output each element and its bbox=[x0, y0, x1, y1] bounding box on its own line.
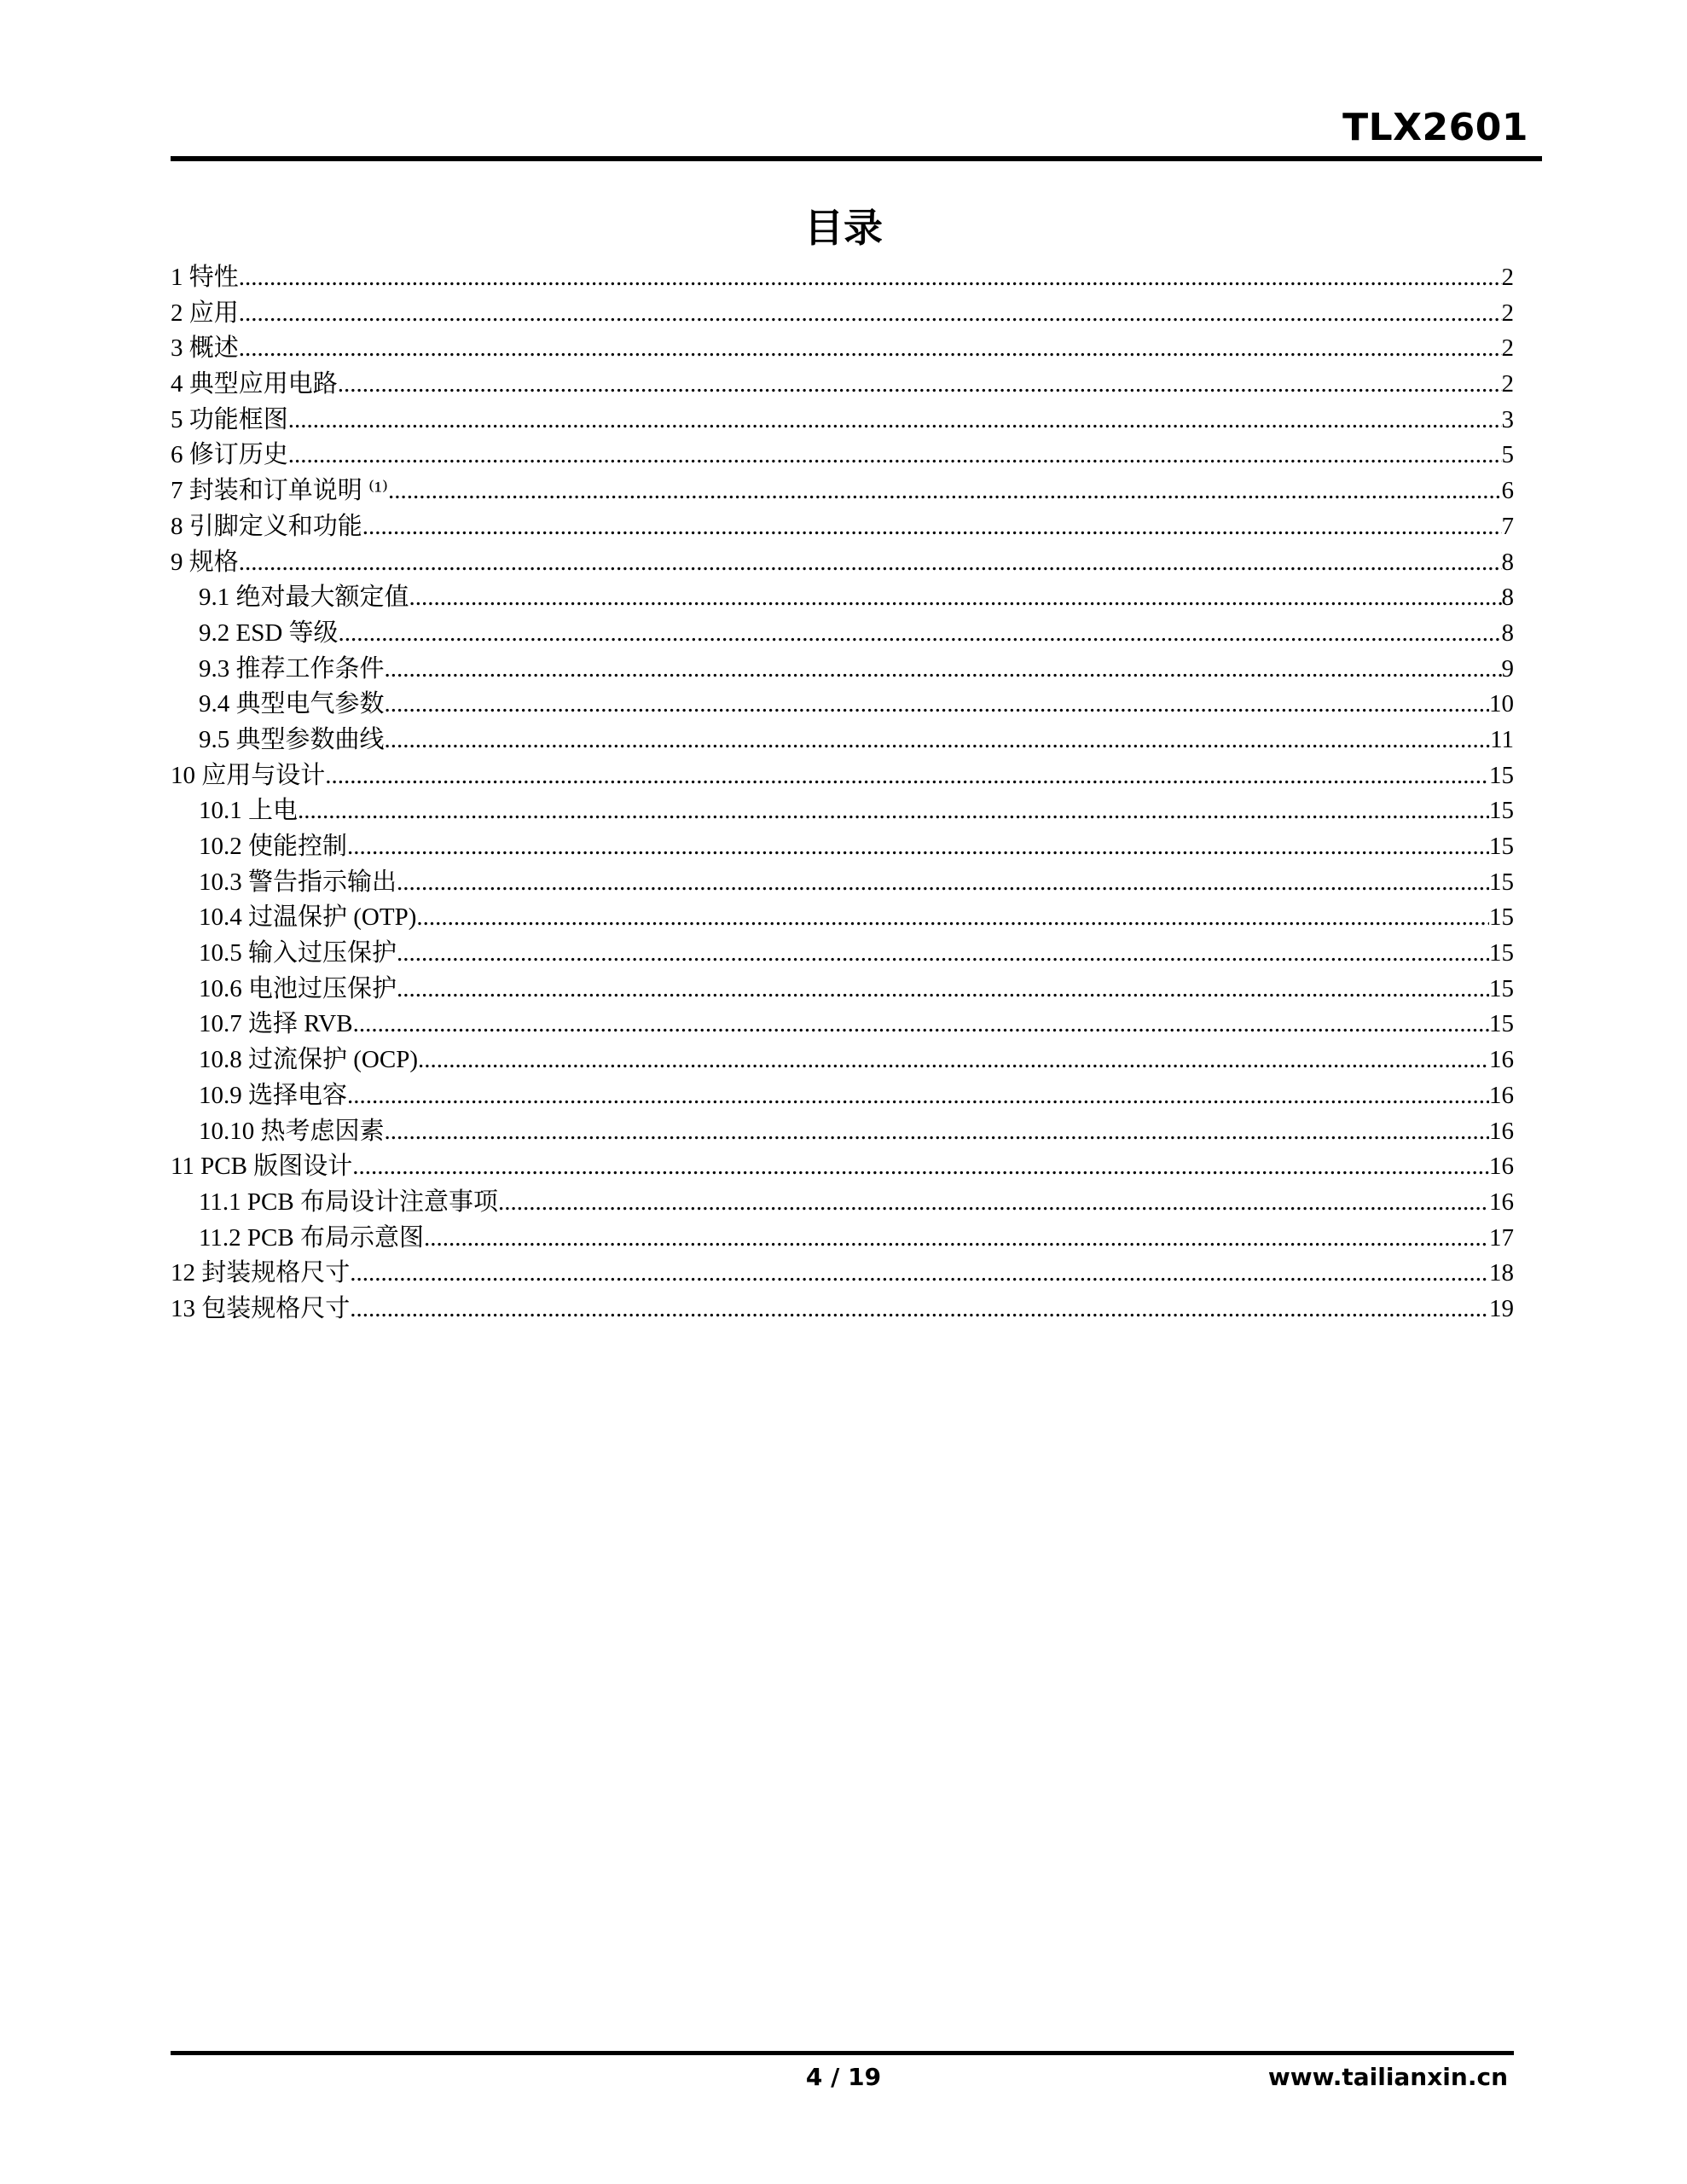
toc-entry-page: 8 bbox=[1501, 548, 1514, 576]
toc-entry-label: 10.9 选择电容 bbox=[199, 1081, 348, 1109]
toc-entry[interactable] bbox=[171, 829, 1514, 865]
toc-entry-page: 16 bbox=[1489, 1046, 1514, 1074]
toc-entry[interactable] bbox=[171, 331, 1514, 367]
toc-entry-page: 2 bbox=[1501, 264, 1514, 291]
toc-entry-page: 7 bbox=[1501, 512, 1514, 540]
toc-entry-label: 2 应用 bbox=[171, 299, 239, 327]
toc-entry[interactable] bbox=[171, 652, 1514, 688]
toc-entry[interactable] bbox=[171, 1292, 1514, 1327]
toc-entry[interactable] bbox=[171, 1114, 1514, 1150]
toc-entry[interactable] bbox=[171, 580, 1514, 616]
toc-leader-dots bbox=[239, 331, 1502, 367]
toc-entry[interactable] bbox=[171, 723, 1514, 758]
toc-entry-label: 9.4 典型电气参数 bbox=[199, 690, 385, 718]
toc-leader-dots bbox=[352, 1149, 1489, 1185]
toc-entry-page: 11 bbox=[1490, 725, 1514, 753]
toc-entry-page: 19 bbox=[1489, 1294, 1514, 1322]
toc-leader-dots bbox=[385, 723, 1491, 758]
toc-heading: 目录 bbox=[804, 205, 883, 251]
toc-entry-page: 5 bbox=[1501, 441, 1514, 469]
toc-entry[interactable] bbox=[171, 616, 1514, 652]
toc-entry-label: 13 包装规格尺寸 bbox=[171, 1294, 351, 1322]
toc-entry[interactable] bbox=[171, 403, 1514, 439]
toc-entry-label: 10.5 输入过压保护 bbox=[199, 939, 397, 967]
toc-leader-dots bbox=[385, 1114, 1489, 1150]
toc-entry[interactable] bbox=[171, 1007, 1514, 1043]
toc-entry[interactable] bbox=[171, 758, 1514, 794]
toc-entry[interactable] bbox=[171, 1256, 1514, 1292]
toc-entry[interactable] bbox=[171, 687, 1514, 723]
toc-leader-dots bbox=[409, 580, 1502, 616]
page-number: 4 / 19 bbox=[805, 2063, 882, 2091]
toc-entry-label: 10 应用与设计 bbox=[171, 761, 326, 789]
toc-entry-label: 11.2 PCB 布局示意图 bbox=[199, 1223, 424, 1252]
toc-entry-page: 15 bbox=[1489, 761, 1514, 789]
toc-leader-dots bbox=[325, 758, 1489, 794]
toc-entry[interactable] bbox=[171, 1149, 1514, 1185]
toc-leader-dots bbox=[385, 652, 1502, 688]
toc-leader-dots bbox=[397, 865, 1489, 901]
toc-entry-label: 10.4 过温保护 (OTP) bbox=[199, 903, 417, 932]
toc-leader-dots bbox=[353, 1007, 1489, 1043]
toc-leader-dots bbox=[385, 687, 1489, 723]
header-divider bbox=[171, 156, 1542, 161]
toc-entry-page: 8 bbox=[1501, 584, 1514, 612]
toc-leader-dots bbox=[347, 829, 1489, 865]
toc-entry-label: 9.5 典型参数曲线 bbox=[199, 725, 385, 753]
toc-entry-label: 4 典型应用电路 bbox=[171, 370, 338, 398]
toc-leader-dots bbox=[350, 1292, 1489, 1327]
toc-entry[interactable] bbox=[171, 1078, 1514, 1114]
toc-entry-page: 6 bbox=[1501, 477, 1514, 505]
toc-entry-label: 8 引脚定义和功能 bbox=[171, 512, 362, 540]
toc-leader-dots bbox=[498, 1185, 1489, 1221]
toc-entry[interactable] bbox=[171, 1221, 1514, 1257]
toc-entry-page: 15 bbox=[1489, 1010, 1514, 1038]
toc-leader-dots bbox=[418, 1043, 1489, 1078]
toc-entry-label: 9.2 ESD 等级 bbox=[199, 619, 339, 647]
toc-leader-dots bbox=[239, 260, 1502, 296]
toc-entry-label: 9 规格 bbox=[171, 548, 239, 576]
toc-leader-dots bbox=[388, 473, 1502, 509]
toc-entry-page: 15 bbox=[1489, 939, 1514, 967]
toc-leader-dots bbox=[416, 900, 1489, 936]
toc-entry[interactable] bbox=[171, 793, 1514, 829]
toc-leader-dots bbox=[339, 616, 1502, 652]
toc-entry[interactable] bbox=[171, 296, 1514, 332]
toc-entry[interactable] bbox=[171, 260, 1514, 296]
toc-entry-label: 5 功能框图 bbox=[171, 405, 288, 433]
toc-entry-label: 1 特性 bbox=[171, 264, 239, 291]
toc-entry-label: 10.3 警告指示输出 bbox=[199, 868, 397, 896]
toc-leader-dots bbox=[239, 545, 1502, 581]
toc-entry-page: 15 bbox=[1489, 833, 1514, 860]
toc-entry-page: 8 bbox=[1501, 619, 1514, 647]
toc-leader-dots bbox=[338, 367, 1502, 403]
toc-entry-label: 7 封装和订单说明 ⁽¹⁾ bbox=[171, 477, 388, 505]
toc-entry-page: 2 bbox=[1501, 299, 1514, 327]
document-title: TLX2601 bbox=[1342, 106, 1528, 149]
toc-leader-dots bbox=[397, 972, 1489, 1008]
toc-entry-page: 16 bbox=[1489, 1117, 1514, 1145]
toc-entry[interactable] bbox=[171, 900, 1514, 936]
toc-entry-label: 10.10 热考虑因素 bbox=[199, 1117, 385, 1145]
toc-entry-label: 11 PCB 版图设计 bbox=[171, 1153, 353, 1181]
toc-entry[interactable] bbox=[171, 972, 1514, 1008]
toc-entry[interactable] bbox=[171, 1185, 1514, 1221]
toc-entry-page: 10 bbox=[1489, 690, 1514, 718]
toc-entry-page: 15 bbox=[1489, 974, 1514, 1002]
toc-entry[interactable] bbox=[171, 1043, 1514, 1078]
toc-entry-page: 2 bbox=[1501, 334, 1514, 363]
toc-entry-label: 12 封装规格尺寸 bbox=[171, 1259, 351, 1287]
toc-entry-page: 9 bbox=[1501, 654, 1514, 682]
table-of-contents bbox=[171, 260, 1514, 1327]
toc-entry[interactable] bbox=[171, 865, 1514, 901]
toc-entry-label: 3 概述 bbox=[171, 334, 239, 363]
toc-leader-dots bbox=[347, 1078, 1489, 1114]
toc-entry-page: 16 bbox=[1489, 1153, 1514, 1181]
toc-entry-label: 10.2 使能控制 bbox=[199, 833, 348, 860]
toc-entry[interactable] bbox=[171, 509, 1514, 545]
toc-entry-page: 2 bbox=[1501, 370, 1514, 398]
toc-entry-label: 9.1 绝对最大额定值 bbox=[199, 584, 409, 612]
toc-entry-label: 10.8 过流保护 (OCP) bbox=[199, 1046, 418, 1074]
toc-entry-label: 10.6 电池过压保护 bbox=[199, 974, 397, 1002]
toc-entry-page: 15 bbox=[1489, 903, 1514, 932]
toc-entry[interactable] bbox=[171, 473, 1514, 509]
footer-divider bbox=[171, 2051, 1514, 2055]
toc-entry-label: 9.3 推荐工作条件 bbox=[199, 654, 385, 682]
toc-entry-label: 11.1 PCB 布局设计注意事项 bbox=[199, 1188, 498, 1216]
toc-entry-label: 10.1 上电 bbox=[199, 797, 299, 825]
toc-entry-page: 16 bbox=[1489, 1188, 1514, 1216]
toc-leader-dots bbox=[239, 296, 1502, 332]
toc-leader-dots bbox=[350, 1256, 1489, 1292]
toc-leader-dots bbox=[298, 793, 1489, 829]
toc-entry-page: 17 bbox=[1489, 1223, 1514, 1252]
toc-entry[interactable] bbox=[171, 438, 1514, 473]
toc-leader-dots bbox=[288, 403, 1502, 439]
website-link[interactable]: www.tailianxin.cn bbox=[1267, 2063, 1508, 2091]
toc-leader-dots bbox=[362, 509, 1502, 545]
toc-entry-page: 15 bbox=[1489, 797, 1514, 825]
toc-leader-dots bbox=[424, 1221, 1489, 1257]
toc-entry-label: 6 修订历史 bbox=[171, 441, 288, 469]
toc-entry[interactable] bbox=[171, 545, 1514, 581]
toc-entry[interactable] bbox=[171, 367, 1514, 403]
toc-entry-page: 18 bbox=[1489, 1259, 1514, 1287]
toc-entry-page: 3 bbox=[1501, 405, 1514, 433]
toc-entry-page: 16 bbox=[1489, 1081, 1514, 1109]
toc-leader-dots bbox=[397, 936, 1489, 972]
toc-entry-label: 10.7 选择 RVB bbox=[199, 1010, 353, 1038]
toc-leader-dots bbox=[288, 438, 1502, 473]
toc-entry[interactable] bbox=[171, 936, 1514, 972]
toc-entry-page: 15 bbox=[1489, 868, 1514, 896]
